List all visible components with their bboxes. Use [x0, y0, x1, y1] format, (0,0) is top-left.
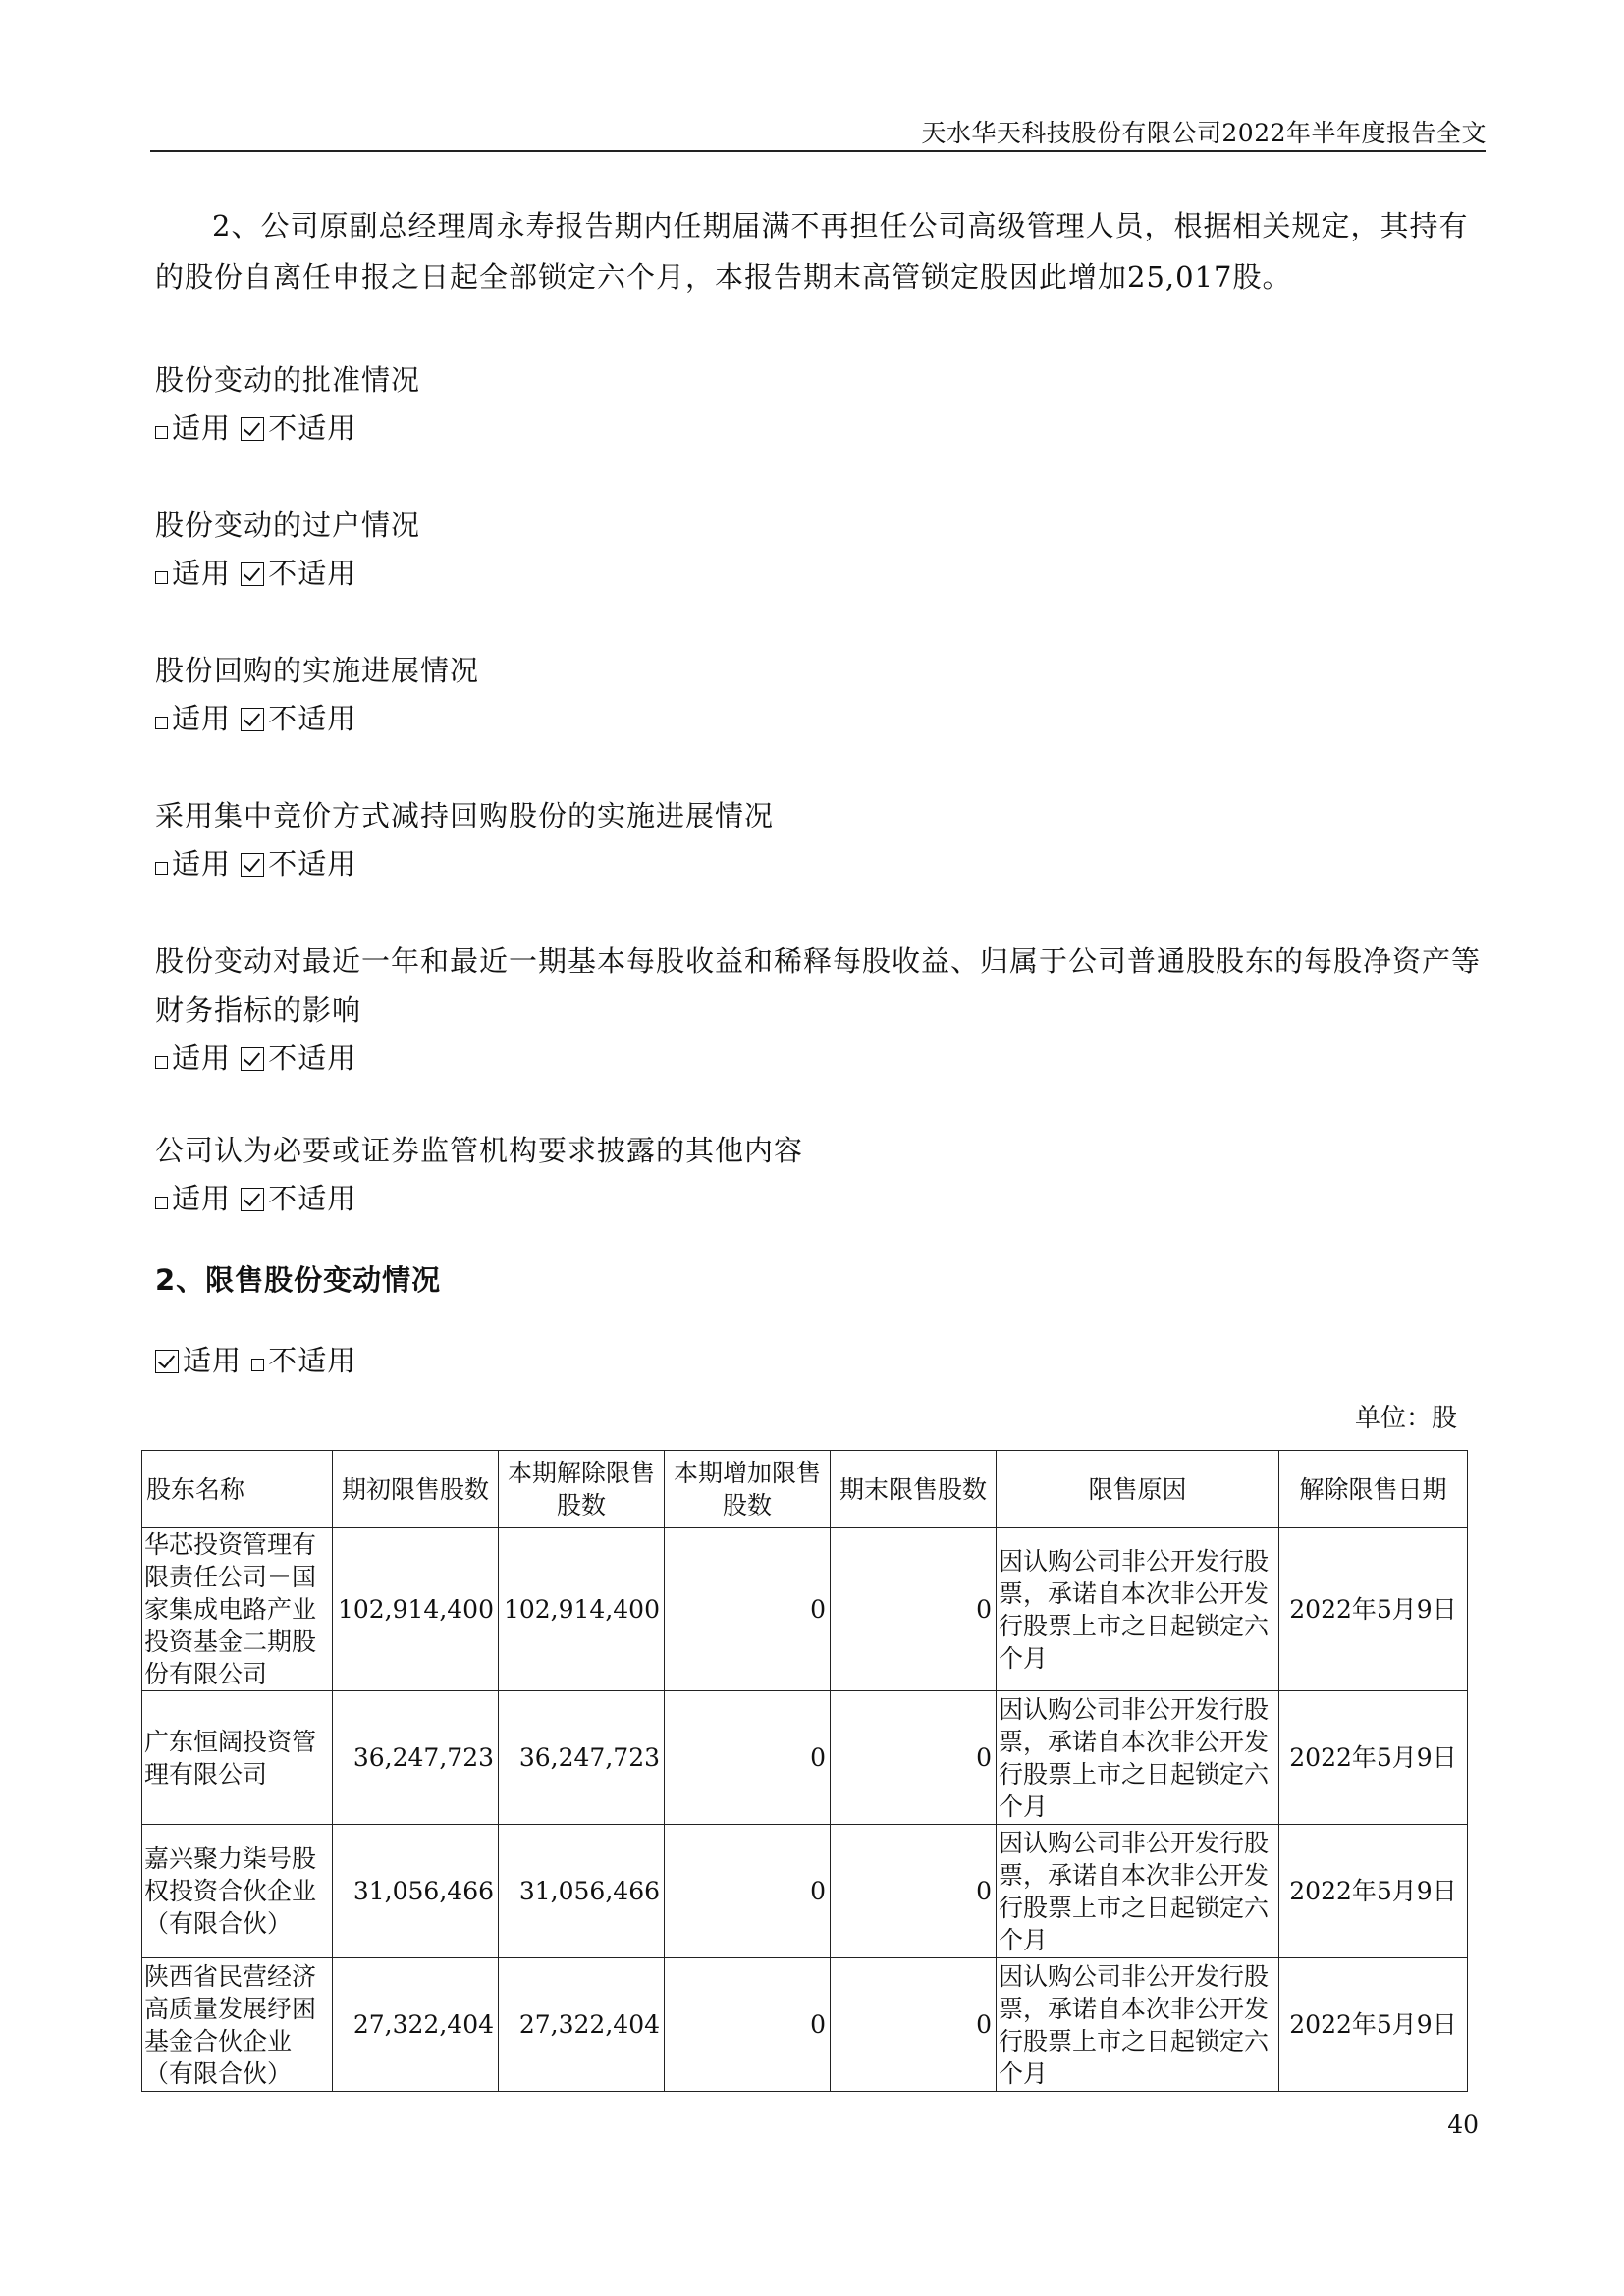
unchecked-box-icon[interactable] [155, 426, 168, 439]
unchecked-box-icon[interactable] [155, 571, 168, 584]
column-header: 本期增加限售股数 [665, 1451, 831, 1528]
closing-restricted: 0 [831, 1825, 997, 1958]
opening-restricted: 27,322,404 [333, 1958, 499, 2092]
column-header: 期初限售股数 [333, 1451, 499, 1528]
opening-restricted: 102,914,400 [333, 1528, 499, 1691]
opening-restricted: 36,247,723 [333, 1691, 499, 1825]
shareholder-name: 广东恒阔投资管理有限公司 [142, 1691, 333, 1825]
not-applicable-label: 不适用 [268, 411, 357, 445]
disclosure-title: 股份变动对最近一年和最近一期基本每股收益和稀释每股收益、归属于公司普通股股东的每股净资产等财务指标的影响 [155, 944, 1482, 1027]
not-applicable-label: 不适用 [268, 847, 357, 881]
section-applicability [155, 1337, 1481, 1384]
unchecked-box-icon[interactable] [155, 1197, 168, 1209]
disclosure-transfer [155, 501, 1481, 597]
closing-restricted: 0 [831, 1958, 997, 2092]
applicable-label: 适用 [172, 411, 232, 445]
added-restricted: 0 [665, 1691, 831, 1825]
applicable-label: 适用 [183, 1344, 243, 1377]
column-header: 本期解除限售股数 [499, 1451, 665, 1528]
table-row [142, 1691, 1468, 1825]
column-header: 限售原因 [997, 1451, 1279, 1528]
not-applicable-label: 不适用 [268, 557, 357, 590]
applicable-label: 适用 [172, 1182, 232, 1215]
not-applicable-label: 不适用 [268, 1041, 357, 1075]
released-restricted: 36,247,723 [499, 1691, 665, 1825]
not-applicable-label: 不适用 [268, 1344, 357, 1377]
opening-restricted: 31,056,466 [333, 1825, 499, 1958]
unchecked-box-icon[interactable] [155, 717, 168, 729]
header-divider [150, 150, 1486, 152]
added-restricted: 0 [665, 1958, 831, 2092]
applicable-label: 适用 [172, 847, 232, 881]
disclosure-buyback [155, 646, 1481, 742]
section-heading: 2、限售股份变动情况 [155, 1263, 442, 1297]
not-applicable-label: 不适用 [268, 1182, 357, 1215]
disclosure-eps-impact [155, 936, 1481, 1082]
column-header: 股东名称 [142, 1451, 333, 1528]
column-header: 解除限售日期 [1279, 1451, 1468, 1528]
release-date: 2022年5月9日 [1279, 1825, 1468, 1958]
column-header: 期末限售股数 [831, 1451, 997, 1528]
restriction-reason: 因认购公司非公开发行股票，承诺自本次非公开发行股票上市之日起锁定六个月 [997, 1528, 1279, 1691]
unchecked-box-icon[interactable] [251, 1359, 264, 1371]
disclosure-other [155, 1126, 1481, 1222]
restriction-reason: 因认购公司非公开发行股票，承诺自本次非公开发行股票上市之日起锁定六个月 [997, 1691, 1279, 1825]
applicable-label: 适用 [172, 557, 232, 590]
unchecked-box-icon[interactable] [155, 862, 168, 875]
table-row [142, 1958, 1468, 2092]
released-restricted: 27,322,404 [499, 1958, 665, 2092]
restriction-reason: 因认购公司非公开发行股票，承诺自本次非公开发行股票上市之日起锁定六个月 [997, 1825, 1279, 1958]
added-restricted: 0 [665, 1528, 831, 1691]
release-date: 2022年5月9日 [1279, 1958, 1468, 2092]
released-restricted: 102,914,400 [499, 1528, 665, 1691]
checked-box-icon[interactable] [241, 417, 264, 441]
closing-restricted: 0 [831, 1528, 997, 1691]
checked-box-icon[interactable] [241, 1047, 264, 1071]
shareholder-name: 陕西省民营经济高质量发展纾困基金合伙企业（有限合伙） [142, 1958, 333, 2092]
not-applicable-label: 不适用 [268, 702, 357, 735]
added-restricted: 0 [665, 1825, 831, 1958]
shareholder-name: 嘉兴聚力柒号股权投资合伙企业（有限合伙） [142, 1825, 333, 1958]
shareholder-name: 华芯投资管理有限责任公司－国家集成电路产业投资基金二期股份有限公司 [142, 1528, 333, 1691]
disclosure-buyback-reduction [155, 791, 1481, 887]
released-restricted: 31,056,466 [499, 1825, 665, 1958]
restriction-reason: 因认购公司非公开发行股票，承诺自本次非公开发行股票上市之日起锁定六个月 [997, 1958, 1279, 2092]
table-row [142, 1528, 1468, 1691]
checked-box-icon[interactable] [155, 1350, 179, 1373]
disclosure-approval [155, 355, 1481, 452]
checked-box-icon[interactable] [241, 562, 264, 586]
release-date: 2022年5月9日 [1279, 1691, 1468, 1825]
page-number: 40 [1447, 2110, 1479, 2139]
restricted-shares-table [141, 1450, 1468, 2092]
checked-box-icon[interactable] [241, 853, 264, 877]
release-date: 2022年5月9日 [1279, 1528, 1468, 1691]
table-row [142, 1825, 1468, 1958]
applicable-label: 适用 [172, 1041, 232, 1075]
intro-paragraph: 2、公司原副总经理周永寿报告期内任期届满不再担任公司高级管理人员，根据相关规定，其持有的股份自离任申报之日起全部锁定六个月，本报告期末高管锁定股因此增加25,017股。 [155, 209, 1469, 294]
closing-restricted: 0 [831, 1691, 997, 1825]
disclosure-title: 公司认为必要或证券监管机构要求披露的其他内容 [155, 1134, 804, 1167]
disclosure-title: 股份变动的批准情况 [155, 363, 421, 397]
report-header-title: 天水华天科技股份有限公司2022年半年度报告全文 [921, 119, 1487, 147]
checked-box-icon[interactable] [241, 708, 264, 731]
table-header-row [142, 1451, 1468, 1528]
unit-label: 单位：股 [1354, 1404, 1457, 1433]
disclosure-title: 股份回购的实施进展情况 [155, 654, 480, 687]
disclosure-title: 采用集中竞价方式减持回购股份的实施进展情况 [155, 799, 775, 832]
checked-box-icon[interactable] [241, 1188, 264, 1211]
applicable-label: 适用 [172, 702, 232, 735]
disclosure-title: 股份变动的过户情况 [155, 508, 421, 542]
unchecked-box-icon[interactable] [155, 1056, 168, 1069]
